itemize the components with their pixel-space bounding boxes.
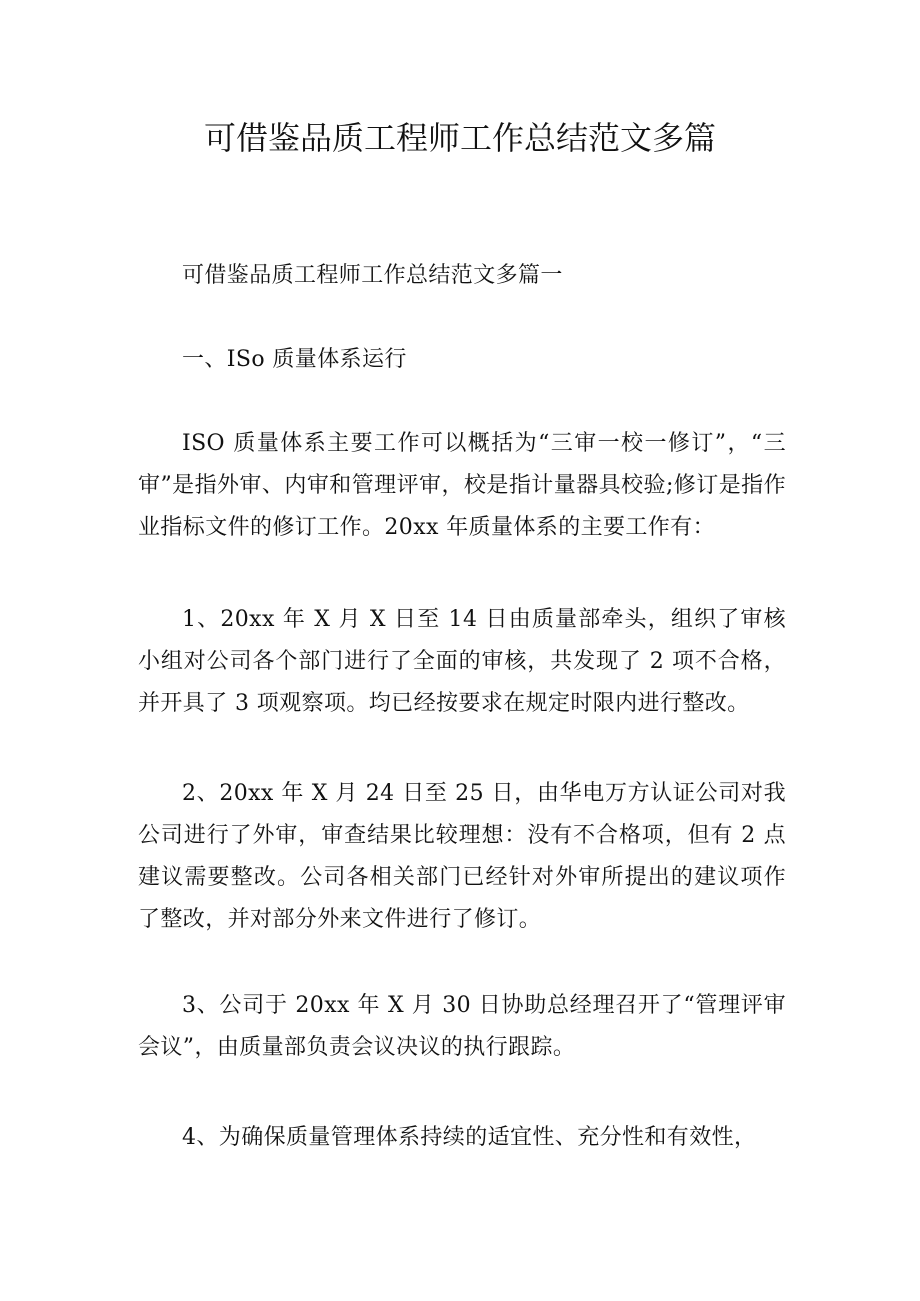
paragraph-item-4: 4、为确保质量管理体系持续的适宜性、充分性和有效性，	[182, 1125, 757, 1150]
subtitle: 可借鉴品质工程师工作总结范文多篇一	[182, 263, 563, 288]
document-title: 可借鉴品质工程师工作总结范文多篇	[203, 119, 716, 157]
section-heading: 一、ISo 质量体系运行	[182, 347, 407, 372]
paragraph-iso-summary: ISO 质量体系主要工作可以概括为“三审一校一修订”，“三审”是指外审、内审和管理评审，校是指计量器具校验;修订是指作业指标文件的修订工作。20xx 年质量体系的主要工作有：	[138, 431, 786, 540]
paragraph-item-3: 3、公司于 20xx 年 X 月 30 日协助总经理召开了“管理评审会议”，由质量部负责会议决议的执行跟踪。	[138, 993, 786, 1060]
paragraph-item-2: 2、20xx 年 X 月 24 日至 25 日，由华电万方认证公司对我公司进行了外审，审查结果比较理想：没有不合格项，但有 2 点建议需要整改。公司各相关部门已经针对外审所提出的建议项作了整改，并对部分外来文件进行了修订。	[138, 781, 786, 932]
paragraph-item-1: 1、20xx 年 X 月 X 日至 14 日由质量部牵头，组织了审核小组对公司各个部门进行了全面的审核，共发现了 2 项不合格，并开具了 3 项观察项。均已经按要求在规定时限内进行整改。	[138, 607, 786, 716]
